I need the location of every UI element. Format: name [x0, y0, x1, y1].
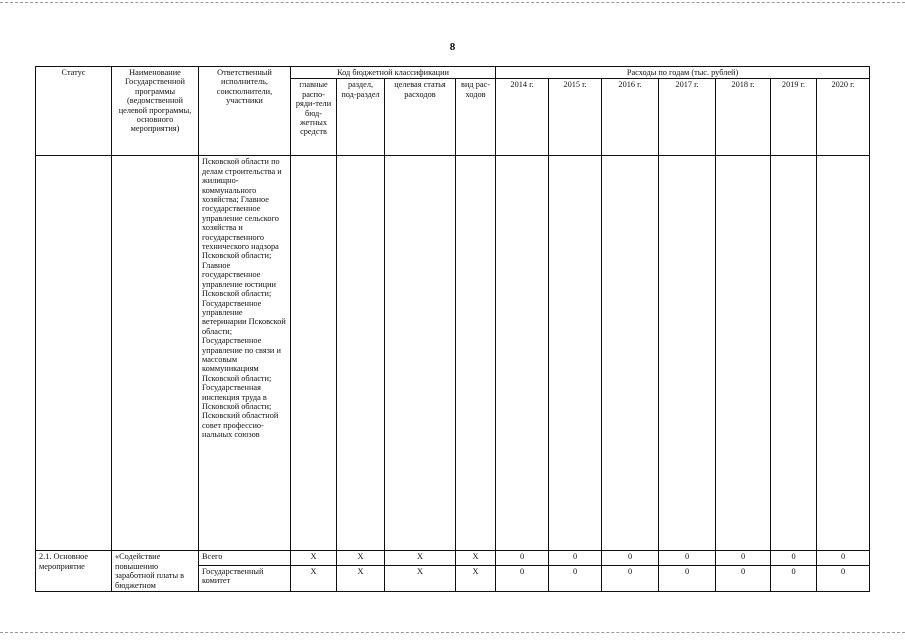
row-value-2014: 0 — [496, 565, 549, 591]
row-value-2018: 0 — [716, 565, 771, 591]
header-row-top — [36, 67, 870, 79]
empty-cell — [602, 156, 659, 551]
col-expense-type-header: вид рас-ходов — [456, 79, 496, 156]
row-code-section: Х — [337, 551, 385, 565]
scan-edge-bottom — [0, 632, 905, 634]
col-year-header: 2018 г. — [716, 79, 771, 156]
empty-cell — [817, 156, 870, 551]
empty-cell — [771, 156, 817, 551]
page-number: 8 — [449, 41, 456, 53]
empty-cell — [112, 156, 199, 551]
empty-cell — [36, 156, 112, 551]
col-year-header: 2014 г. — [496, 79, 549, 156]
table-row — [36, 551, 870, 565]
budget-table — [35, 66, 870, 592]
row-code-main-manager: Х — [291, 565, 337, 591]
row-value-2015: 0 — [549, 565, 602, 591]
col-year-header: 2019 г. — [771, 79, 817, 156]
empty-cell — [549, 156, 602, 551]
empty-cell — [337, 156, 385, 551]
col-main-managers-header: главные распо-ряди-тели бюд-жетных средств — [291, 79, 337, 156]
col-status-header: Статус — [36, 67, 112, 156]
participants-row — [36, 156, 870, 551]
col-year-header: 2016 г. — [602, 79, 659, 156]
budget-code-group-header: Код бюджетной классификации — [291, 67, 496, 79]
empty-cell — [385, 156, 456, 551]
row-executor: Государственный комитет — [199, 565, 291, 591]
col-year-header: 2015 г. — [549, 79, 602, 156]
col-year-header: 2017 г. — [659, 79, 716, 156]
row-code-section: Х — [337, 565, 385, 591]
row-value-2016: 0 — [602, 565, 659, 591]
row-code-target-item: Х — [385, 565, 456, 591]
row-value-2020: 0 — [817, 551, 870, 565]
empty-cell — [659, 156, 716, 551]
row-value-2014: 0 — [496, 551, 549, 565]
row-value-2017: 0 — [659, 565, 716, 591]
col-program-name-header: Наименование Государственной программы (ведомственной целевой программы, основного мероприятия) — [112, 67, 199, 156]
expenses-group-header: Расходы по годам (тыс. рублей) — [496, 67, 870, 79]
row-value-2016: 0 — [602, 551, 659, 565]
empty-cell — [496, 156, 549, 551]
col-section-header: раздел, под-раздел — [337, 79, 385, 156]
row-code-expense-type: Х — [456, 551, 496, 565]
row-code-main-manager: Х — [291, 551, 337, 565]
row-status: 2.1. Основное мероприятие — [36, 551, 112, 592]
row-value-2020: 0 — [817, 565, 870, 591]
row-code-expense-type: Х — [456, 565, 496, 591]
row-executor: Всего — [199, 551, 291, 565]
empty-cell — [291, 156, 337, 551]
scan-edge-top — [0, 2, 905, 4]
col-target-item-header: целевая статья расходов — [385, 79, 456, 156]
col-year-header: 2020 г. — [817, 79, 870, 156]
row-value-2019: 0 — [771, 551, 817, 565]
row-value-2015: 0 — [549, 551, 602, 565]
row-program-name: «Содействие повышению заработной платы в бюджетном — [112, 551, 199, 592]
empty-cell — [716, 156, 771, 551]
row-value-2018: 0 — [716, 551, 771, 565]
row-value-2017: 0 — [659, 551, 716, 565]
participants-list: Псковской области по делам строительства и жилищно-коммунального хозяйства; Главное государственное управление сельского хозяйства и государственного технического надзора Псковской области; Главное государственное управление юстиции Псковской области; Государственное управление ветеринарии Псковской области; Государственное управление по связи и массовым коммуникациям Псковской области; Государственная инспекция труда в Псковской области; Псковский областной совет профессио-нальных союзов — [199, 156, 291, 551]
row-code-target-item: Х — [385, 551, 456, 565]
col-responsible-header: Ответственный исполнитель, соисполнители, участники — [199, 67, 291, 156]
empty-cell — [456, 156, 496, 551]
row-value-2019: 0 — [771, 565, 817, 591]
